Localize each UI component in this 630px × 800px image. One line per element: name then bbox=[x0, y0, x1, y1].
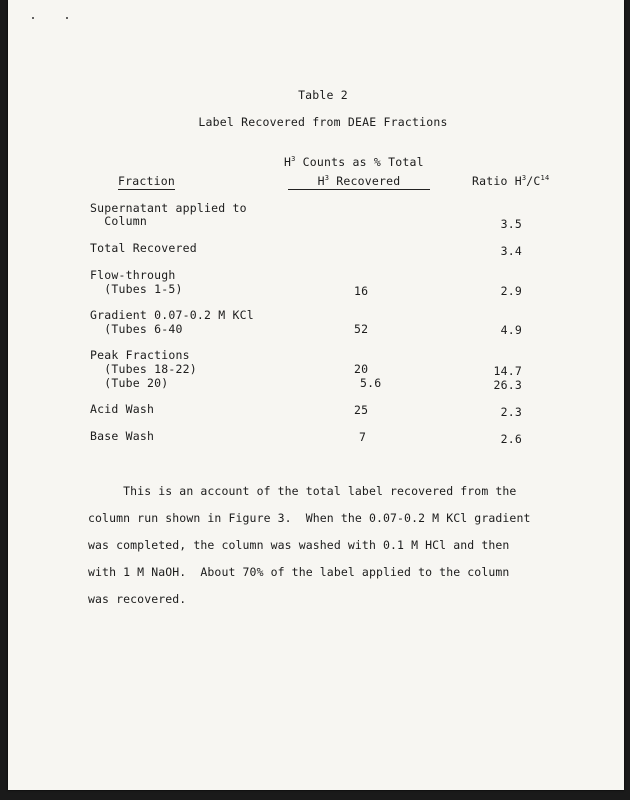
paragraph-line: was completed, the column was washed with 0.1 M HCl and then bbox=[88, 538, 510, 552]
table-number: Table 2 bbox=[298, 88, 348, 102]
ratio-value: 2.9 bbox=[500, 284, 522, 298]
table-title: Label Recovered from DEAE Fractions bbox=[198, 115, 448, 129]
paragraph-line: This is an account of the total label recovered from the bbox=[88, 484, 517, 498]
ratio-value: 3.4 bbox=[500, 244, 522, 258]
counts-value: 5.6 bbox=[360, 376, 382, 390]
document-page bbox=[8, 0, 624, 790]
counts-value: 52 bbox=[354, 322, 369, 336]
body-paragraph bbox=[88, 478, 558, 613]
counts-value: 25 bbox=[354, 403, 369, 417]
ratio-header: Ratio $H^3/C^{14}$ bbox=[472, 174, 550, 188]
counts-value: 16 bbox=[354, 284, 369, 298]
ratio-value: 4.9 bbox=[500, 323, 522, 337]
counts-value: 20 bbox=[354, 362, 369, 376]
speck-mark bbox=[66, 17, 68, 19]
ratio-value: 3.5 bbox=[500, 217, 522, 231]
ratio-value: 2.6 bbox=[500, 432, 522, 446]
fraction-header: Fraction bbox=[118, 174, 175, 188]
counts-value: 7 bbox=[359, 430, 367, 444]
counts-header-line1: $H^3$ Counts as % Total bbox=[284, 155, 424, 169]
counts-header-line2: $H^3$ Recovered bbox=[288, 174, 430, 190]
row-label: Gradient 0.07-0.2 M KCl bbox=[90, 308, 254, 322]
row-label: (Tubes 18-22) bbox=[90, 362, 197, 376]
row-label: Column bbox=[90, 214, 147, 228]
row-label: Peak Fractions bbox=[90, 348, 190, 362]
paragraph-line: with 1 M NaOH. About 70% of the label applied to the column bbox=[88, 565, 510, 579]
ratio-value: 2.3 bbox=[500, 405, 522, 419]
row-label: Supernatant applied to bbox=[90, 201, 247, 215]
row-label: Acid Wash bbox=[90, 402, 155, 416]
ratio-value: 14.7 bbox=[493, 364, 522, 378]
row-label: Total Recovered bbox=[90, 241, 197, 255]
row-label: Base Wash bbox=[90, 429, 155, 443]
row-label: Flow-through bbox=[90, 268, 176, 282]
row-label: (Tubes 6-40 bbox=[90, 322, 183, 336]
speck-mark bbox=[32, 17, 34, 19]
paragraph-line: column run shown in Figure 3. When the 0.07-0.2 M KCl gradient bbox=[88, 511, 531, 525]
ratio-value: 26.3 bbox=[493, 378, 522, 392]
paragraph-line: was recovered. bbox=[88, 592, 187, 606]
row-label: (Tubes 1-5) bbox=[90, 282, 183, 296]
row-label: (Tube 20) bbox=[90, 376, 169, 390]
